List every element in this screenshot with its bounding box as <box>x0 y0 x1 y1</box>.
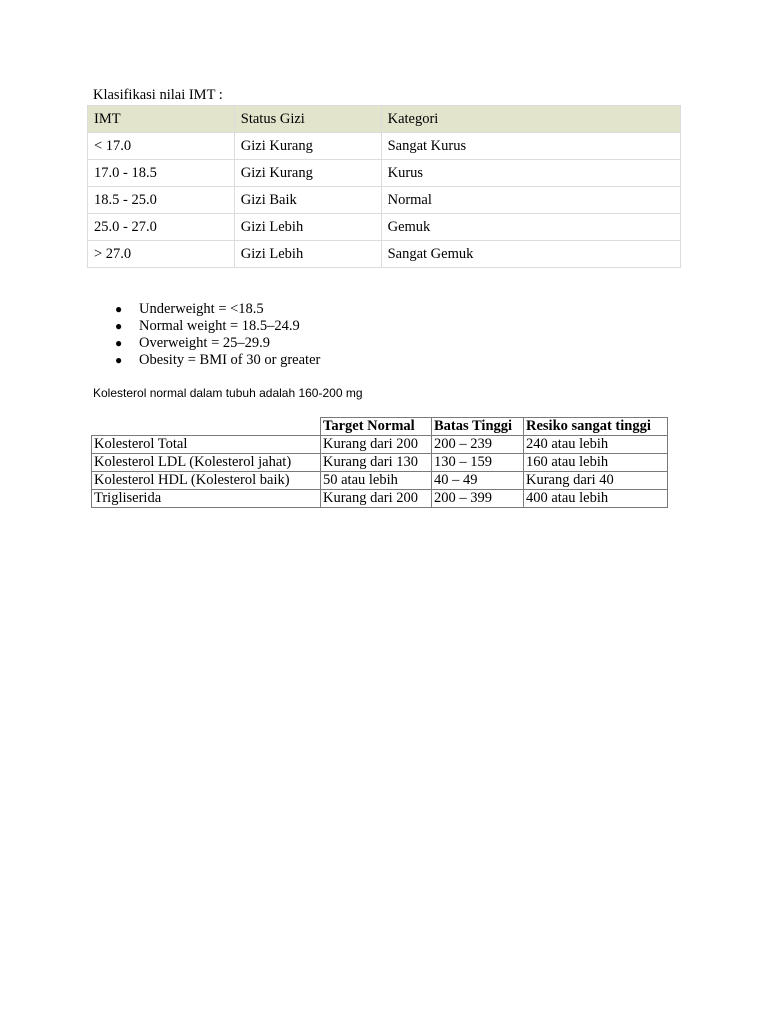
bullet-icon: ● <box>115 319 123 333</box>
header-target-normal: Target Normal <box>321 418 432 436</box>
cell-target-normal: 50 atau lebih <box>321 472 432 490</box>
list-item <box>115 318 320 335</box>
list-item <box>115 352 321 369</box>
cell-kategori: Normal <box>381 187 680 214</box>
table-header-row <box>92 418 668 436</box>
cell-status-gizi: Gizi Kurang <box>234 160 381 187</box>
cell-kategori: Sangat Gemuk <box>381 241 680 268</box>
table-row <box>88 241 681 268</box>
bullet-icon: ● <box>115 302 123 316</box>
table-row <box>92 472 668 490</box>
cell-imt: < 17.0 <box>88 133 235 160</box>
header-kategori: Kategori <box>381 106 680 133</box>
list-item <box>115 335 320 352</box>
cholesterol-heading: Kolesterol normal dalam tubuh adalah 160-200 mg <box>93 386 363 400</box>
cell-type: Kolesterol LDL (Kolesterol jahat) <box>92 454 321 472</box>
header-blank <box>92 418 321 436</box>
cholesterol-table <box>91 417 668 508</box>
bmi-category-list <box>93 301 320 369</box>
bullet-icon: ● <box>115 353 123 367</box>
cell-batas-tinggi: 200 – 399 <box>432 490 524 508</box>
list-item-text: Underweight = <18.5 <box>139 301 264 317</box>
cell-batas-tinggi: 130 – 159 <box>432 454 524 472</box>
list-item <box>115 301 320 318</box>
header-imt: IMT <box>88 106 235 133</box>
cell-resiko: Kurang dari 40 <box>524 472 668 490</box>
header-resiko-sangat-tinggi: Resiko sangat tinggi <box>524 418 668 436</box>
table-header-row <box>88 106 681 133</box>
cell-target-normal: Kurang dari 130 <box>321 454 432 472</box>
list-item-text: Overweight = 25–29.9 <box>139 335 271 351</box>
table-row <box>88 214 681 241</box>
imt-title: Klasifikasi nilai IMT : <box>93 87 223 103</box>
cell-imt: > 27.0 <box>88 241 235 268</box>
cell-target-normal: Kurang dari 200 <box>321 436 432 454</box>
cell-resiko: 160 atau lebih <box>524 454 668 472</box>
table-row <box>92 490 668 508</box>
cell-type: Trigliserida <box>92 490 321 508</box>
cell-resiko: 400 atau lebih <box>524 490 668 508</box>
table-row <box>88 133 681 160</box>
cell-batas-tinggi: 200 – 239 <box>432 436 524 454</box>
table-row <box>92 454 668 472</box>
cell-status-gizi: Gizi Baik <box>234 187 381 214</box>
cell-imt: 17.0 - 18.5 <box>88 160 235 187</box>
table-row <box>88 160 681 187</box>
list-item-text: Obesity = BMI of 30 or greater <box>139 352 321 368</box>
bullet-icon: ● <box>115 336 123 350</box>
table-row <box>92 436 668 454</box>
cell-status-gizi: Gizi Lebih <box>234 214 381 241</box>
cell-status-gizi: Gizi Lebih <box>234 241 381 268</box>
cell-type: Kolesterol Total <box>92 436 321 454</box>
list-item-text: Normal weight = 18.5–24.9 <box>139 318 300 334</box>
cell-kategori: Kurus <box>381 160 680 187</box>
table-row <box>88 187 681 214</box>
cell-type: Kolesterol HDL (Kolesterol baik) <box>92 472 321 490</box>
header-batas-tinggi: Batas Tinggi <box>432 418 524 436</box>
cell-batas-tinggi: 40 – 49 <box>432 472 524 490</box>
cell-imt: 18.5 - 25.0 <box>88 187 235 214</box>
cell-kategori: Sangat Kurus <box>381 133 680 160</box>
header-status-gizi: Status Gizi <box>234 106 381 133</box>
cell-target-normal: Kurang dari 200 <box>321 490 432 508</box>
cell-imt: 25.0 - 27.0 <box>88 214 235 241</box>
imt-classification-table <box>87 105 681 268</box>
cell-status-gizi: Gizi Kurang <box>234 133 381 160</box>
cell-kategori: Gemuk <box>381 214 680 241</box>
cell-resiko: 240 atau lebih <box>524 436 668 454</box>
